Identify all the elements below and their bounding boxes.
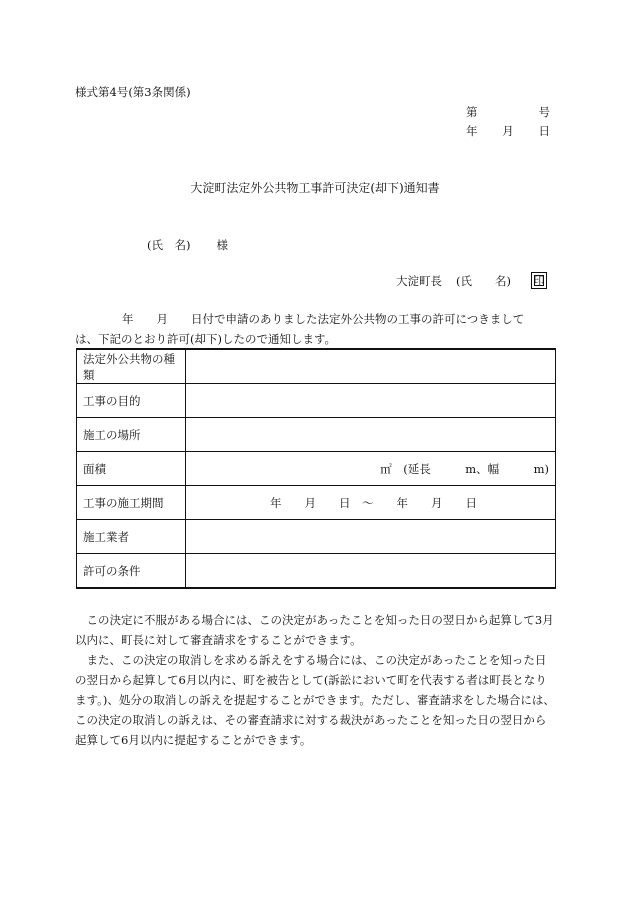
row-label: 工事の目的	[77, 384, 186, 418]
seal-icon: 印	[531, 272, 547, 289]
row-value	[186, 520, 556, 554]
row-label: 施工の場所	[77, 418, 186, 452]
row-value	[186, 349, 556, 384]
period-value: 年 月 日 〜 年 月 日	[186, 486, 556, 520]
row-label: 施工業者	[77, 520, 186, 554]
row-value	[186, 554, 556, 589]
table-row	[77, 452, 556, 486]
table-row	[77, 349, 556, 384]
notice-paragraph-2: また、この決定の取消しを求める訴えをする場合には、この決定があったことを知った日の翌日から起算して6月以内に、町を被告として(訴訟において町を代表する者は町長となります。)、処分の取消しの訴えを提起することができます。ただし、審査請求をした場合には、この決定の取消しの訴えは、その審査請求に対する裁決があったことを知った日の翌日から起算して6月以内に提起することができます。	[75, 653, 555, 747]
addressee-honorific: 様	[216, 238, 228, 252]
issuer-name-placeholder: (氏 名)	[456, 273, 511, 288]
date-month: 月	[502, 124, 514, 138]
document-number-line	[466, 104, 550, 120]
permit-details-table	[76, 348, 556, 589]
row-value	[186, 418, 556, 452]
date-day: 日	[538, 124, 550, 138]
table-row	[77, 418, 556, 452]
appeal-notice	[75, 610, 555, 750]
addressee-name-placeholder: (氏 名)	[147, 238, 191, 252]
issuer	[396, 272, 547, 289]
row-value	[186, 384, 556, 418]
intro-line-1: 年 月 日付で申請のありました法定外公共物の工事の許可につきまして	[122, 312, 525, 326]
form-number: 様式第4号(第3条関係)	[75, 85, 191, 99]
row-label: 面積	[77, 452, 186, 486]
intro-line-2: は、下記のとおり許可(却下)したので通知します。	[75, 332, 337, 346]
number-prefix: 第	[466, 105, 478, 119]
number-suffix: 号	[538, 105, 550, 119]
table-row	[77, 384, 556, 418]
notice-paragraph-1: この決定に不服がある場合には、この決定があったことを知った日の翌日から起算して3月以内に、町長に対して審査請求をすることができます。	[75, 613, 554, 647]
issuer-office: 大淀町長	[396, 273, 442, 288]
table-row	[77, 486, 556, 520]
table-row	[77, 520, 556, 554]
row-label: 許可の条件	[77, 554, 186, 589]
table-row	[77, 554, 556, 589]
issue-date-line	[466, 123, 550, 139]
row-label: 法定外公共物の種類	[77, 349, 186, 384]
row-label: 工事の施工期間	[77, 486, 186, 520]
date-year: 年	[466, 124, 478, 138]
addressee	[147, 237, 228, 253]
area-value: ㎡ (延長 m、幅 m)	[186, 452, 556, 486]
intro-paragraph	[75, 309, 555, 349]
document-title: 大淀町法定外公共物工事許可決定(却下)通知書	[190, 181, 440, 195]
